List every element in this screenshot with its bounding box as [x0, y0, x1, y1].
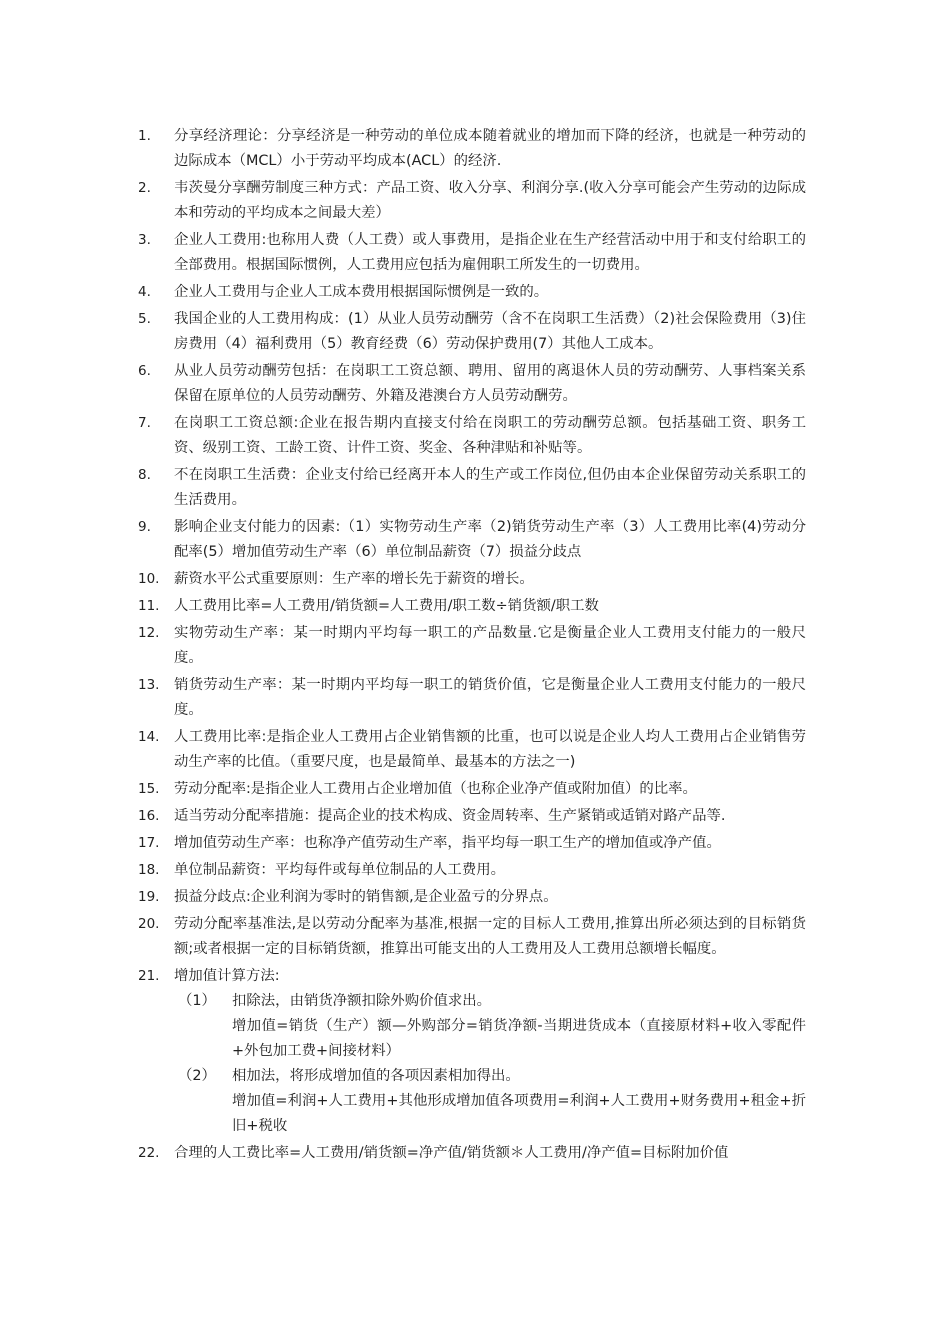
- sub-item-formula: 增加值=销货（生产）额—外购部分=销货净额-当期进货成本（直接原材料+收入零配件+外包加工费+间接材料）: [232, 1018, 806, 1059]
- item-text: 单位制品薪资：平均每件或每单位制品的人工费用。: [174, 862, 505, 878]
- item-number: 22.: [138, 1145, 160, 1161]
- item-number: 17.: [138, 835, 160, 851]
- item-number: 9.: [138, 519, 151, 535]
- item-text: 薪资水平公式重要原则：生产率的增长先于薪资的增长。: [174, 571, 534, 587]
- item-number: 12.: [138, 625, 160, 641]
- sub-list-item: [174, 989, 806, 1064]
- item-text: 损益分歧点:企业利润为零时的销售额,是企业盈亏的分界点。: [174, 889, 558, 905]
- item-text: 影响企业支付能力的因素:（1）实物劳动生产率（2)销货劳动生产率（3）人工费用比率(4)劳动分配率(5）增加值劳动生产率（6）单位制品薪资（7）损益分歧点: [174, 519, 806, 560]
- item-number: 13.: [138, 677, 160, 693]
- sub-item-number: （1）: [178, 993, 216, 1009]
- list-item: [138, 594, 806, 619]
- item-text: 劳动分配率基准法,是以劳动分配率为基准,根据一定的目标人工费用,推算出所必须达到的目标销货额;或者根据一定的目标销货额，推算出可能支出的人工费用及人工费用总额增长幅度。: [174, 916, 806, 957]
- item-text: 从业人员劳动酬劳包括：在岗职工工资总额、聘用、留用的离退休人员的劳动酬劳、人事档案关系保留在原单位的人员劳动酬劳、外籍及港澳台方人员劳动酬劳。: [174, 363, 806, 404]
- list-item: [138, 804, 806, 829]
- list-item: [138, 1141, 806, 1166]
- list-item: [138, 885, 806, 910]
- item-text: 企业人工费用:也称用人费（人工费）或人事费用，是指企业在生产经营活动中用于和支付给职工的全部费用。根据国际惯例，人工费用应包括为雇佣职工所发生的一切费用。: [174, 232, 806, 273]
- item-text: 韦茨曼分享酬劳制度三种方式：产品工资、收入分享、利润分享.(收入分享可能会产生劳动的边际成本和劳动的平均成本之间最大差）: [174, 180, 806, 221]
- item-text: 增加值计算方法:: [174, 968, 280, 984]
- list-item: [138, 359, 806, 409]
- sub-item-formula: 增加值=利润+人工费用+其他形成增加值各项费用=利润+人工费用+财务费用+租金+折旧+税收: [232, 1093, 806, 1134]
- sub-item-number: （2）: [178, 1068, 216, 1084]
- item-number: 7.: [138, 415, 151, 431]
- item-number: 19.: [138, 889, 160, 905]
- sub-item-text: 扣除法，由销货净额扣除外购价值求出。: [232, 993, 492, 1009]
- list-item: [138, 176, 806, 226]
- list-item: [138, 280, 806, 305]
- list-item: [138, 964, 806, 1139]
- list-item: [138, 411, 806, 461]
- item-text: 企业人工费用与企业人工成本费用根据国际惯例是一致的。: [174, 284, 549, 300]
- item-number: 16.: [138, 808, 160, 824]
- item-text: 增加值劳动生产率：也称净产值劳动生产率，指平均每一职工生产的增加值或净产值。: [174, 835, 721, 851]
- item-text: 分享经济理论：分享经济是一种劳动的单位成本随着就业的增加而下降的经济，也就是一种劳动的边际成本（MCL）小于劳动平均成本(ACL）的经济.: [174, 128, 806, 169]
- numbered-list: [138, 124, 806, 1168]
- list-item: [138, 463, 806, 513]
- list-item: [138, 673, 806, 723]
- list-item: [138, 858, 806, 883]
- list-item: [138, 228, 806, 278]
- item-number: 11.: [138, 598, 160, 614]
- item-number: 15.: [138, 781, 160, 797]
- list-item: [138, 567, 806, 592]
- item-text: 合理的人工费比率=人工费用/销货额=净产值/销货额＊人工费用/净产值=目标附加价值: [174, 1145, 729, 1161]
- list-item: [138, 124, 806, 174]
- item-text: 人工费用比率=人工费用/销货额=人工费用/职工数÷销货额/职工数: [174, 598, 599, 614]
- item-text: 我国企业的人工费用构成：(1）从业人员劳动酬劳（含不在岗职工生活费）（2)社会保险费用（3)住房费用（4）福利费用（5）教育经费（6）劳动保护费用(7）其他人工成本。: [174, 311, 806, 352]
- list-item: [138, 515, 806, 565]
- item-text: 适当劳动分配率措施：提高企业的技术构成、资金周转率、生产紧销或适销对路产品等.: [174, 808, 726, 824]
- item-number: 10.: [138, 571, 160, 587]
- item-text: 销货劳动生产率：某一时期内平均每一职工的销货价值，它是衡量企业人工费用支付能力的一般尺度。: [174, 677, 806, 718]
- sub-item-text: 相加法，将形成增加值的各项因素相加得出。: [232, 1068, 520, 1084]
- list-item: [138, 621, 806, 671]
- item-number: 18.: [138, 862, 160, 878]
- list-item: [138, 725, 806, 775]
- item-text: 不在岗职工生活费：企业支付给已经离开本人的生产或工作岗位,但仍由本企业保留劳动关系职工的生活费用。: [174, 467, 806, 508]
- item-text: 劳动分配率:是指企业人工费用占企业增加值（也称企业净产值或附加值）的比率。: [174, 781, 697, 797]
- item-number: 8.: [138, 467, 151, 483]
- item-text: 人工费用比率:是指企业人工费用占企业销售额的比重，也可以说是企业人均人工费用占企业销售劳动生产率的比值。（重要尺度，也是最简单、最基本的方法之一): [174, 729, 806, 770]
- item-number: 2.: [138, 180, 151, 196]
- item-number: 14.: [138, 729, 160, 745]
- item-text: 在岗职工工资总额:企业在报告期内直接支付给在岗职工的劳动酬劳总额。包括基础工资、职务工资、级别工资、工龄工资、计件工资、奖金、各种津贴和补贴等。: [174, 415, 806, 456]
- list-item: [138, 912, 806, 962]
- list-item: [138, 831, 806, 856]
- sub-list: [174, 989, 806, 1139]
- item-number: 6.: [138, 363, 151, 379]
- list-item: [138, 777, 806, 802]
- item-number: 21.: [138, 968, 160, 984]
- item-number: 3.: [138, 232, 151, 248]
- item-number: 1.: [138, 128, 151, 144]
- item-text: 实物劳动生产率：某一时期内平均每一职工的产品数量.它是衡量企业人工费用支付能力的一般尺度。: [174, 625, 806, 666]
- item-number: 20.: [138, 916, 160, 932]
- item-number: 4.: [138, 284, 151, 300]
- list-item: [138, 307, 806, 357]
- sub-list-item: [174, 1064, 806, 1139]
- item-number: 5.: [138, 311, 151, 327]
